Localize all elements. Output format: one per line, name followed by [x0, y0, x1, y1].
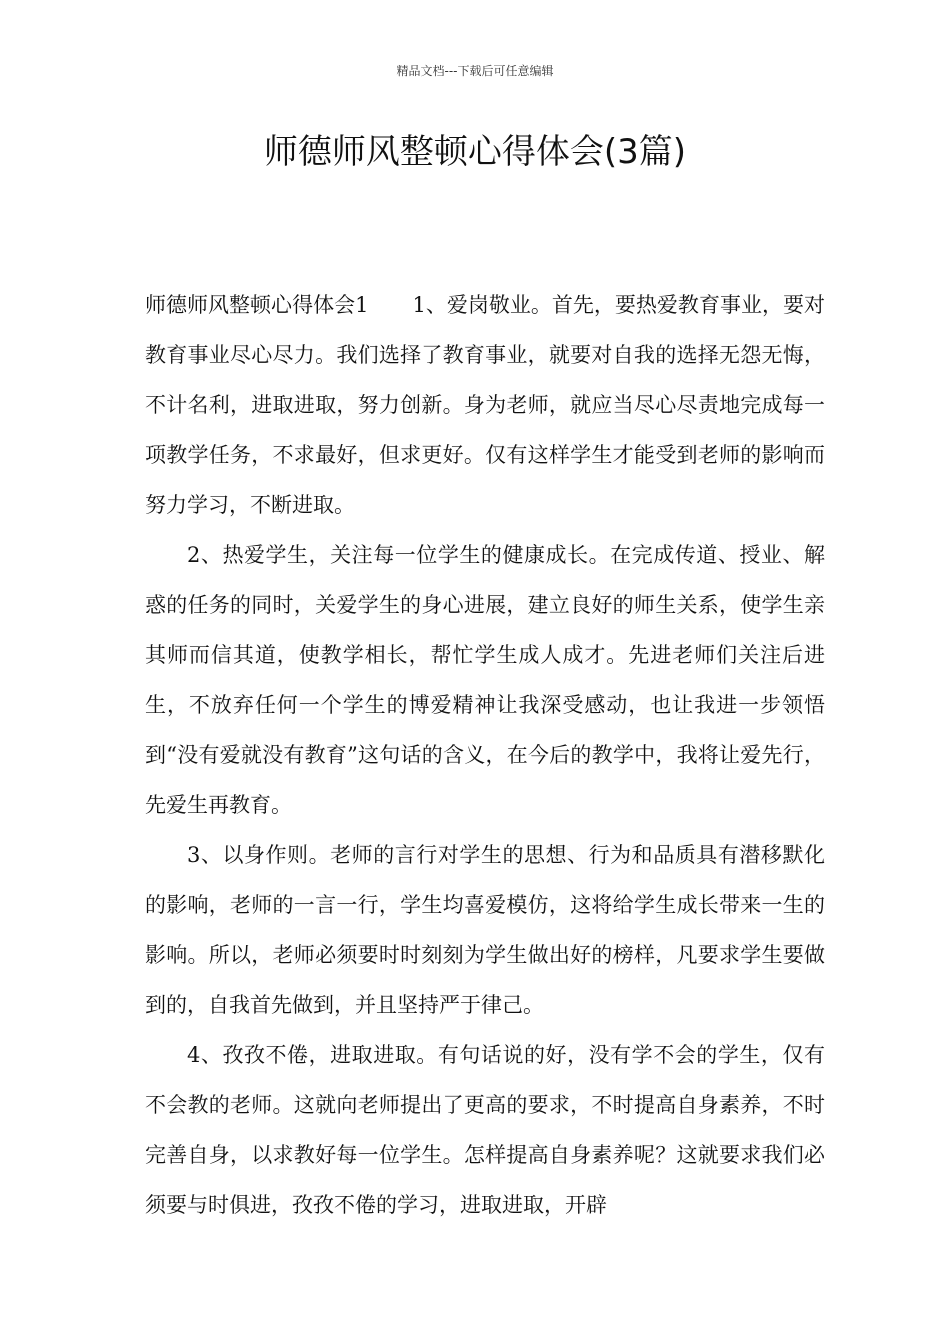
- section-heading: 师德师风整顿心得体会1: [145, 293, 369, 317]
- paragraph-4: 4、孜孜不倦，进取进取。有句话说的好，没有学不会的学生，仅有不会教的老师。这就向老师提出了更高的要求，不时提高自身素养，不时完善自身，以求教好每一位学生。怎样提高自身素养呢？这就要求我们必须要与时俱进，孜孜不倦的学习，进取进取，开辟: [145, 1043, 825, 1217]
- paragraph-2: 2、热爱学生，关注每一位学生的健康成长。在完成传道、授业、解惑的任务的同时，关爱学生的身心进展，建立良好的师生关系，使学生亲其师而信其道，使教学相长，帮忙学生成人成才。先进老师们关注后进生，不放弃任何一个学生的博爱精神让我深受感动，也让我进一步领悟到“没有爱就没有教育”这句话的含义，在今后的教学中，我将让爱先行，先爱生再教育。: [145, 543, 825, 817]
- document-title: 师德师风整顿心得体会(3篇): [263, 132, 687, 172]
- document-body: [145, 280, 825, 1230]
- paragraph-1-text: 1、爱岗敬业。首先，要热爱教育事业，要对教育事业尽心尽力。我们选择了教育事业，就要对自我的选择无怨无悔，不计名利，进取进取，努力创新。身为老师，就应当尽心尽责地完成每一项教学任务，不求最好，但求更好。仅有这样学生才能受到老师的影响而努力学习，不断进取。: [145, 293, 825, 517]
- paragraph-3: 3、以身作则。老师的言行对学生的思想、行为和品质具有潜移默化的影响，老师的一言一行，学生均喜爱模仿，这将给学生成长带来一生的影响。所以，老师必须要时时刻刻为学生做出好的榜样，凡要求学生要做到的，自我首先做到，并且坚持严于律己。: [145, 843, 825, 1017]
- header-note: 精品文档---下载后可任意编辑: [396, 64, 554, 78]
- paragraph-1: [145, 280, 825, 530]
